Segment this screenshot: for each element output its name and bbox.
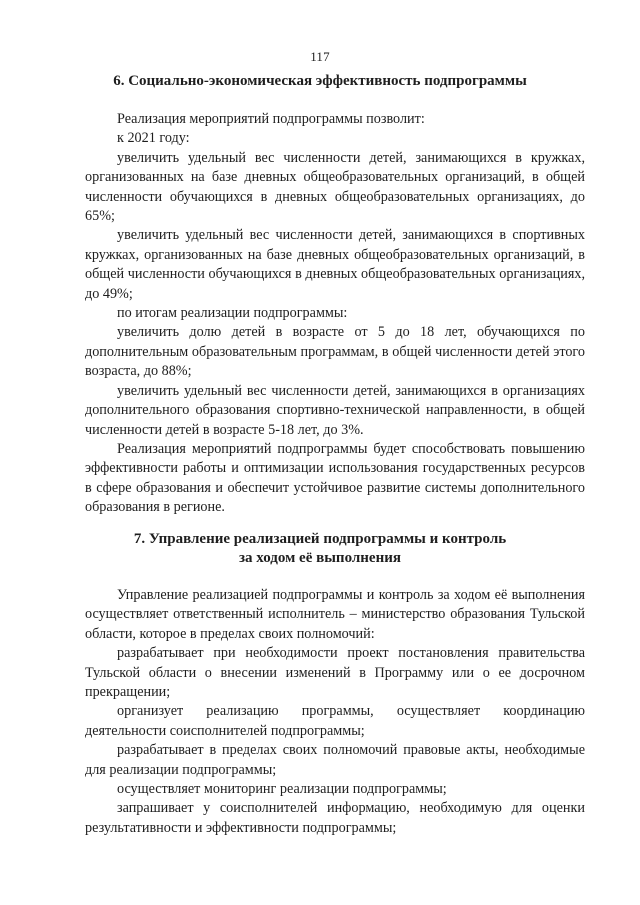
section-7-body (85, 586, 585, 838)
paragraph: к 2021 году: (117, 130, 190, 147)
paragraph: увеличить удельный вес численности детей, занимающихся в спортивных кружках, организованных на базе дневных общеобразовательных организаций, в общей численности обучающихся в дневных общеобразовательных организациях, до 49%; (85, 227, 585, 302)
page-number: 117 (310, 49, 330, 64)
paragraph: Реализация мероприятий подпрограммы будет способствовать повышению эффективности работы и оптимизации использования государственных ресурсов в сфере образования и обеспечит устойчивое развитие системы дополнительного образования в регионе. (85, 440, 585, 516)
paragraph: увеличить удельный вес численности детей, занимающихся в кружках, организованных на базе дневных общеобразовательных организаций, в общей численности обучающихся в дневных общеобразовательных организациях, до 65%; (85, 149, 585, 225)
paragraph: разрабатывает в пределах своих полномочий правовые акты, необходимые для реализации подпрограммы; (85, 742, 585, 778)
section-6-body (85, 110, 585, 518)
paragraph: организует реализацию программы, осуществляет координацию деятельности соисполнителей подпрограммы; (85, 703, 585, 739)
section-7-heading-line-2: за ходом её выполнения (239, 550, 401, 566)
paragraph: Реализация мероприятий подпрограммы позволит: (117, 111, 425, 127)
paragraph: запрашивает у соисполнителей информацию, необходимую для оценки результативности и эффективности подпрограммы; (85, 800, 585, 836)
section-6-heading: 6. Социально-экономическая эффективность подпрограммы (113, 73, 527, 89)
section-7-heading (0, 530, 640, 568)
paragraph: по итогам реализации подпрограммы: (117, 305, 348, 322)
paragraph: Управление реализацией подпрограммы и контроль за ходом её выполнения осуществляет ответственный исполнитель – министерство образования Тульской области, которое в пределах своих полномочий: (85, 587, 585, 642)
section-7-heading-line-1: 7. Управление реализацией подпрограммы и контроль (133, 531, 507, 547)
paragraph: увеличить долю детей в возрасте от 5 до 18 лет, обучающихся по дополнительным образовательным программам, в общей численности детей этого возраста, до 88%; (85, 324, 585, 380)
paragraph: разрабатывает при необходимости проект постановления правительства Тульской области о внесении изменений в Программу или о ее досрочном прекращении; (85, 645, 585, 701)
paragraph: увеличить удельный вес численности детей, занимающихся в организациях дополнительного образования спортивно-технической направленности, в общей численности детей в возрасте 5-18 лет, до 3%. (85, 382, 585, 438)
paragraph: осуществляет мониторинг реализации подпрограммы; (117, 781, 447, 798)
